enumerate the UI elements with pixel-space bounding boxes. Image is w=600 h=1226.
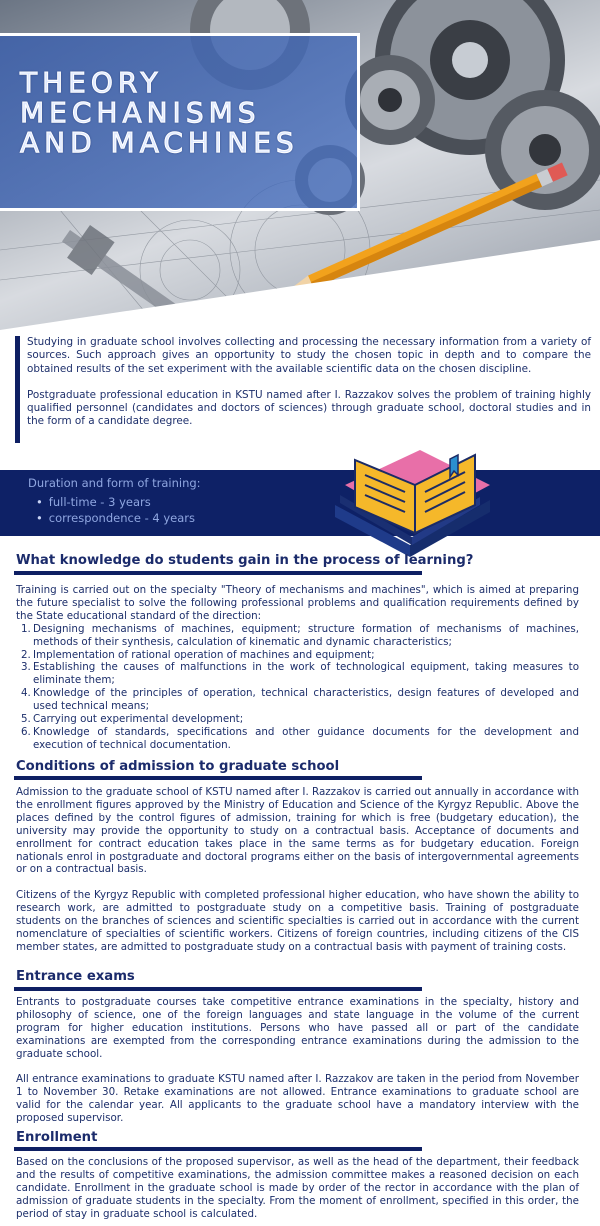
exams-body <box>16 996 579 1125</box>
exams-heading: Entrance exams <box>16 969 135 984</box>
intro-block <box>15 336 591 443</box>
duration-item: • full-time - 3 years <box>36 494 195 510</box>
admission-paragraph: Admission to the graduate school of KSTU named after I. Razzakov is carried out annually in accordance with the enrollment figures approved by the Ministry of Education and Science of the Kyrgyz Republic. Above the places defined by the control figures of admission, training for which is free (budgetary education), the university may provide the opportunity to study on a contractual basis. Acceptance of documents and enrollment for contract education takes place in the same terms as for budgetary education. Foreign nationals enrol in postgraduate and doctoral programs either on the basis of intergovernmental agreements or on a contractual basis. <box>16 786 579 876</box>
knowledge-list <box>16 623 579 752</box>
admission-heading: Conditions of admission to graduate school <box>16 759 340 774</box>
page-title <box>20 68 350 158</box>
list-item: 5. Carrying out experimental development; <box>21 713 244 726</box>
knowledge-lead: Training is carried out on the specialty "Theory of mechanisms and machines", which is aimed at preparing the future specialist to solve the following professional problems and qualification requirements defined by the State educational standard of the direction: <box>16 584 579 622</box>
list-item: 2. Implementation of rational operation of machines and equipment; <box>21 648 375 661</box>
knowledge-body <box>16 584 579 752</box>
knowledge-heading: What knowledge do students gain in the process of learning? <box>16 553 474 568</box>
list-item: 6. Knowledge of standards, specifications and other guidance documents for the development and execution of technical documentation. <box>21 725 579 751</box>
section-divider <box>14 987 422 991</box>
enrollment-heading: Enrollment <box>16 1130 98 1145</box>
title-line-2: MECHANISMS <box>20 96 261 129</box>
duration-item: • correspondence - 4 years <box>36 510 195 526</box>
intro-paragraph: Studying in graduate school involves collecting and processing the necessary information from a variety of sources. Such approach gives an opportunity to study the chosen topic in depth and to compare the obtained results of the set experiment with the available scientific data on the chosen discipline. <box>27 336 591 375</box>
exams-paragraph: Entrants to postgraduate courses take competitive entrance examinations in the specialty, history and philosophy of science, one of the foreign languages and state language in the volume of the current program for higher education institutions. Persons who have passed all or part of the candidate examinations are exempted from the corresponding entrance examinations during the admission to the graduate school. <box>16 996 579 1060</box>
section-divider <box>14 776 422 780</box>
list-item: 1. Designing mechanisms of machines, equipment; structure formation of mechanisms of machines, methods of their synthesis, calculation of kinematic and dynamic characteristics; <box>21 622 579 648</box>
list-item: 3. Establishing the causes of malfunctions in the work of technological equipment, taking measures to eliminate them; <box>21 661 579 687</box>
duration-list <box>36 494 195 526</box>
exams-paragraph: All entrance examinations to graduate KSTU named after I. Razzakov are taken in the period from November 1 to November 30. Retake examinations are not allowed. Entrance examinations to graduate school are valid for the calendar year. All applicants to the graduate school have a mandatory interview with the proposed supervisor. <box>16 1073 579 1125</box>
enrollment-body <box>16 1156 579 1221</box>
title-line-3: AND MACHINES <box>20 126 299 159</box>
duration-band <box>0 470 600 536</box>
admission-paragraph: Citizens of the Kyrgyz Republic with completed professional higher education, who have shown the ability to research work, are admitted to postgraduate study on a competitive basis. Training of postgraduate students on the branches of sciences and scientific specialties is carried out in accordance with the current nomenclature of specialties of scientific workers. Citizens of foreign countries, including citizens of the CIS member states, are admitted to postgraduate study on a contractual basis with payment of training costs. <box>16 889 579 953</box>
enrollment-paragraph: Based on the conclusions of the proposed supervisor, as well as the head of the department, their feedback and the results of competitive examinations, the admission committee makes a reasoned decision on each candidate. Enrollment in the graduate school is made by order of the rector in accordance with the plan of admission of graduate students in the specialty. From the moment of enrollment, specified in this order, the period of stay in graduate school is calculated. <box>16 1156 579 1220</box>
list-item: 4. Knowledge of the principles of operation, technical characteristics, design features of developed and used technical means; <box>21 687 579 713</box>
title-line-1: THEORY <box>20 66 163 99</box>
section-divider <box>14 571 422 575</box>
hero-banner <box>0 0 600 330</box>
admission-body <box>16 786 579 954</box>
duration-title: Duration and form of training: <box>28 476 201 490</box>
intro-paragraph: Postgraduate professional education in KSTU named after I. Razzakov solves the problem of training highly qualified personnel (candidates and doctors of sciences) through graduate school, doctoral studies and in the form of a candidate degree. <box>27 388 591 428</box>
open-book-icon <box>330 445 500 557</box>
section-divider <box>14 1147 422 1151</box>
